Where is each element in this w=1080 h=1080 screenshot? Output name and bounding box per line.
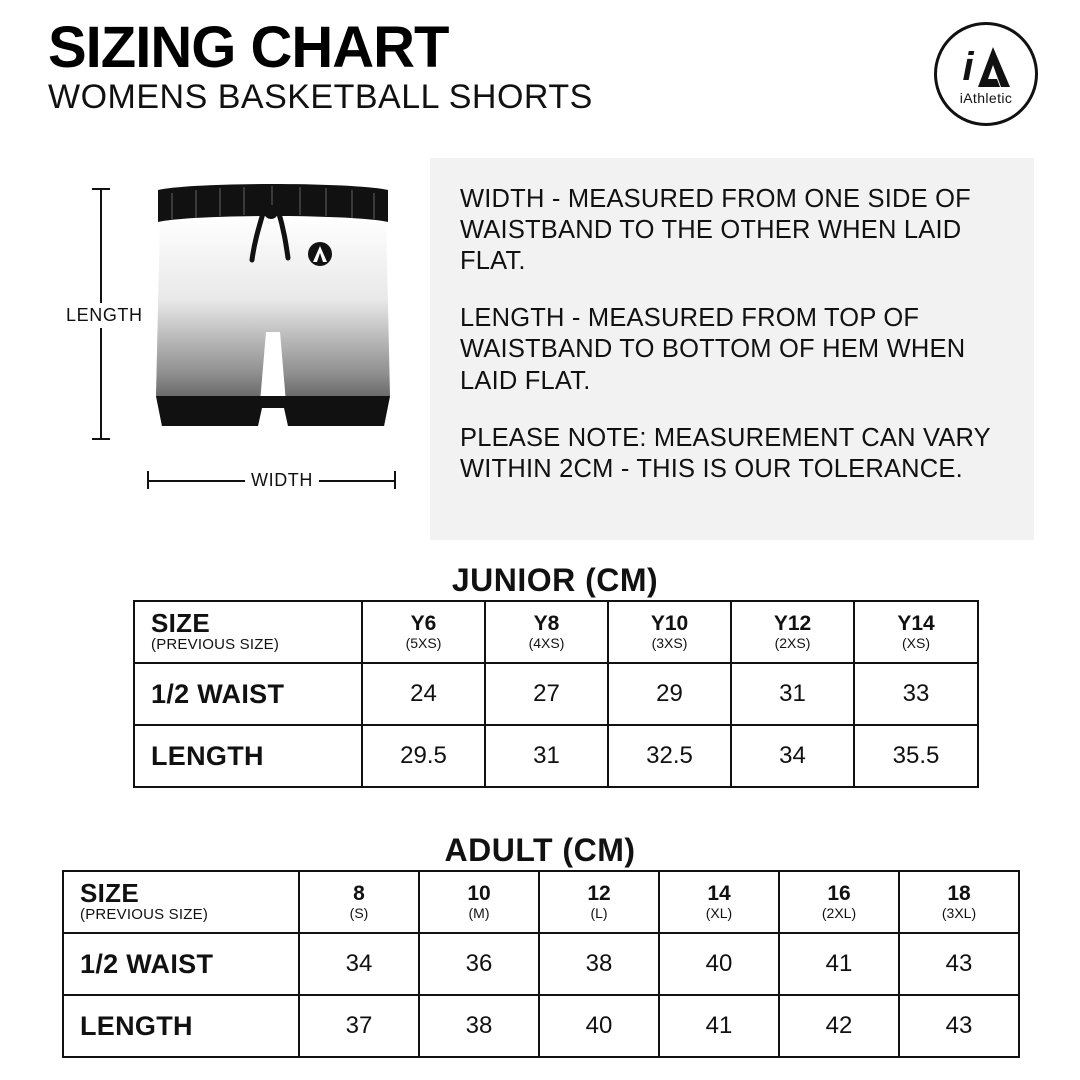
logo-mark-icon <box>962 43 1009 87</box>
junior-size-cell <box>485 601 608 663</box>
adult-size-name: 14 <box>707 882 731 906</box>
junior-header-label-cell <box>134 601 362 663</box>
junior-prev-size: (2XS) <box>774 635 811 652</box>
adult-value-cell: 43 <box>899 995 1019 1057</box>
junior-prev-size: (3XS) <box>651 635 688 652</box>
adult-size-name: 10 <box>467 882 491 906</box>
adult-size-cell <box>419 871 539 933</box>
junior-header-label-main: SIZE <box>151 608 210 639</box>
adult-prev-size: (S) <box>349 905 369 922</box>
junior-value-cell: 29 <box>608 663 731 725</box>
brand-logo <box>934 22 1038 126</box>
table-row <box>134 601 978 663</box>
header <box>48 15 593 117</box>
note-length: LENGTH - MEASURED FROM TOP OF WAISTBAND TO BOTTOM OF HEM WHEN LAID FLAT. <box>460 304 966 395</box>
adult-value-cell: 37 <box>299 995 419 1057</box>
table-row <box>63 995 1019 1057</box>
junior-prev-size: (XS) <box>902 635 930 652</box>
junior-size-name: Y6 <box>410 612 437 636</box>
junior-row-label: LENGTH <box>134 725 362 787</box>
adult-size-cell <box>899 871 1019 933</box>
junior-size-cell <box>362 601 485 663</box>
adult-size-name: 12 <box>587 882 611 906</box>
table-row <box>63 933 1019 995</box>
junior-value-cell: 31 <box>485 725 608 787</box>
adult-value-cell: 42 <box>779 995 899 1057</box>
adult-header-label-cell <box>63 871 299 933</box>
junior-size-cell <box>731 601 854 663</box>
junior-value-cell: 35.5 <box>854 725 978 787</box>
width-axis-cap-left <box>147 471 149 489</box>
logo-letter-a-icon <box>976 47 1010 87</box>
adult-size-table <box>62 870 1020 1058</box>
table-row <box>63 871 1019 933</box>
table-row <box>134 725 978 787</box>
note-width: WIDTH - MEASURED FROM ONE SIDE OF WAISTBAND TO THE OTHER WHEN LAID FLAT. <box>460 185 971 276</box>
adult-value-cell: 40 <box>659 933 779 995</box>
adult-size-cell <box>539 871 659 933</box>
note-tolerance: PLEASE NOTE: MEASUREMENT CAN VARY WITHIN 2CM - THIS IS OUR TOLERANCE. <box>460 423 991 483</box>
junior-size-name: Y14 <box>897 612 935 636</box>
adult-prev-size: (2XL) <box>821 905 857 922</box>
junior-value-cell: 31 <box>731 663 854 725</box>
adult-value-cell: 41 <box>779 933 899 995</box>
length-axis-cap-top <box>92 188 110 190</box>
junior-size-cell <box>854 601 978 663</box>
junior-header-label-sub: (PREVIOUS SIZE) <box>151 636 280 654</box>
adult-table-title: ADULT (CM) <box>444 832 636 868</box>
adult-row-label: 1/2 WAIST <box>63 933 299 995</box>
junior-value-cell: 27 <box>485 663 608 725</box>
length-axis-label: LENGTH <box>66 303 143 328</box>
adult-size-name: 18 <box>947 882 971 906</box>
junior-table-title: JUNIOR (CM) <box>451 562 659 598</box>
width-axis-cap-right <box>394 471 396 489</box>
adult-value-cell: 38 <box>419 995 539 1057</box>
adult-size-cell <box>299 871 419 933</box>
adult-prev-size: (XL) <box>705 905 733 922</box>
adult-prev-size: (M) <box>468 905 490 922</box>
junior-value-cell: 29.5 <box>362 725 485 787</box>
measurement-notes-panel <box>430 158 1034 540</box>
adult-size-name: 8 <box>353 882 365 906</box>
adult-header-label-main: SIZE <box>80 878 139 909</box>
adult-value-cell: 38 <box>539 933 659 995</box>
width-axis-label: WIDTH <box>245 470 319 491</box>
junior-prev-size: (5XS) <box>405 635 442 652</box>
junior-size-cell <box>608 601 731 663</box>
adult-size-cell <box>659 871 779 933</box>
junior-row-label: 1/2 WAIST <box>134 663 362 725</box>
adult-row-label: LENGTH <box>63 995 299 1057</box>
adult-value-cell: 40 <box>539 995 659 1057</box>
adult-value-cell: 36 <box>419 933 539 995</box>
logo-wordmark: iAthletic <box>959 89 1013 106</box>
junior-value-cell: 33 <box>854 663 978 725</box>
junior-size-name: Y8 <box>533 612 560 636</box>
basketball-shorts-illustration <box>152 182 394 452</box>
logo-letter-i: i <box>962 44 974 89</box>
adult-size-cell <box>779 871 899 933</box>
table-row <box>134 663 978 725</box>
adult-size-name: 16 <box>827 882 851 906</box>
adult-prev-size: (3XL) <box>941 905 977 922</box>
adult-prev-size: (L) <box>590 905 608 922</box>
length-axis-cap-bottom <box>92 438 110 440</box>
junior-size-name: Y10 <box>650 612 689 636</box>
page-title: SIZING CHART <box>48 15 449 80</box>
junior-value-cell: 24 <box>362 663 485 725</box>
junior-size-table <box>133 600 979 788</box>
junior-prev-size: (4XS) <box>528 635 565 652</box>
adult-value-cell: 34 <box>299 933 419 995</box>
adult-value-cell: 41 <box>659 995 779 1057</box>
adult-header-label-sub: (PREVIOUS SIZE) <box>80 906 209 924</box>
junior-value-cell: 34 <box>731 725 854 787</box>
adult-value-cell: 43 <box>899 933 1019 995</box>
junior-size-name: Y12 <box>773 612 812 636</box>
page-subtitle: WOMENS BASKETBALL SHORTS <box>48 78 593 117</box>
junior-value-cell: 32.5 <box>608 725 731 787</box>
